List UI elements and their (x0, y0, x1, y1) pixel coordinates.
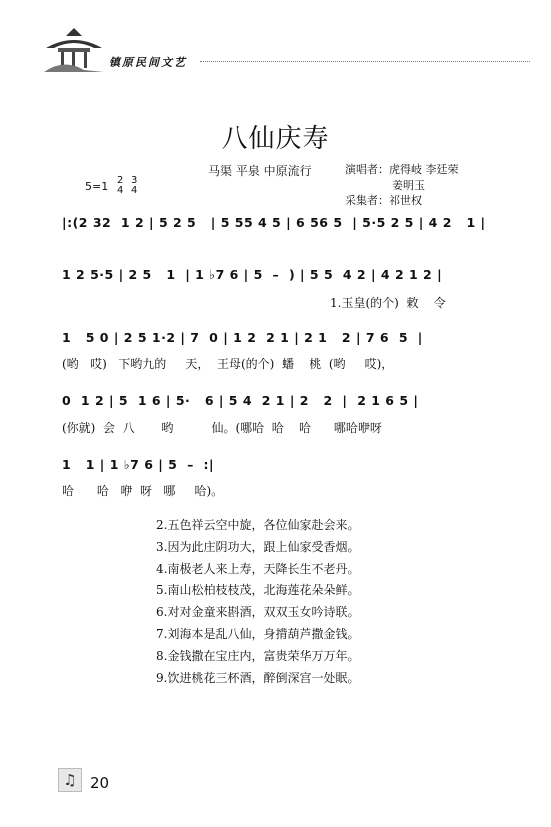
verse-item: 3.因为此庄阴功大，跟上仙家受香烟。 (156, 539, 360, 554)
music-note-icon: ♫ (58, 768, 82, 792)
score-line-5: 1 1 | 1 ♭7 6 | 5 – :| (62, 457, 215, 472)
collector-label: 采集者： (345, 194, 389, 207)
lyric-line-3: (你就) 会 八 哟 仙。(哪哈 哈 哈 哪哈咿呀 (62, 421, 382, 435)
pavilion-icon (44, 28, 104, 74)
score-line-1: |:(2 32 1 2 | 5 2 5 | 5 55 4 5 | 6 56 5 | 5·5 2 5 | 4 2 1 | (62, 215, 486, 230)
verse-item: 6.对对金童来斟酒，双双玉女吟诗联。 (156, 605, 360, 620)
time-signature-1 (117, 176, 123, 196)
verse-item: 7.刘海本是乱八仙，身揹葫芦撒金钱。 (156, 626, 360, 641)
verse-item: 4.南极老人来上寿，天降长生不老丹。 (156, 561, 360, 576)
song-credits (345, 162, 459, 209)
meter-2-bottom: 4 (131, 185, 138, 196)
song-title: 八仙庆寿 (221, 124, 330, 154)
meter-1-bottom: 4 (117, 185, 124, 196)
verse-item: 5.南山松柏枝枝茂，北海莲花朵朵鲜。 (156, 583, 360, 598)
lyric-line-1: 1.玉皇(的个) 敕 令 (330, 296, 446, 310)
verse-item: 2.五色祥云空中旋，各位仙家赴会来。 (156, 518, 360, 532)
header-divider (200, 61, 530, 62)
collector: 祁世权 (389, 194, 422, 207)
score-line-3: 1 5 0 | 2 5 1·2 | 7 0 | 1 2 2 1 | 2 1 2 | 7 6 5 | (62, 330, 423, 345)
meter-2-top: 3 (131, 175, 138, 186)
page-number: 20 (90, 774, 110, 792)
lyric-line-2: (哟 哎) 下哟九的 天， 王母(的个) 蟠 桃 (哟 哎)， (62, 357, 394, 371)
lyric-line-4: 哈 哈 咿 呀 哪 哈)。 (62, 484, 224, 498)
singer-extra: 姜明玉 (392, 178, 425, 192)
verse-list (156, 515, 359, 689)
verse-item: 8.金钱撒在宝庄内，富贵荣华万万年。 (156, 648, 360, 663)
score-line-4: 0 1 2 | 5 1 6 | 5· 6 | 5 4 2 1 | 2 2 | 2 1 6 5 | (62, 393, 419, 408)
header-title: 镇原民间文艺 (109, 56, 187, 69)
singers-label: 演唱者： (345, 163, 389, 176)
page-header (44, 28, 514, 78)
song-origin: 马渠 平泉 中原流行 (208, 164, 312, 178)
score-line-2: 1 2 5·5 | 2 5 1 | 1 ♭7 6 | 5 – ) | 5 5 4 2 | 4 2 1 2 | (62, 267, 443, 282)
singers: 虎得岐 李廷荣 (389, 163, 459, 176)
key-signature: 5=1 (85, 180, 109, 193)
meter-1-top: 2 (117, 175, 124, 186)
time-signature-2 (131, 176, 137, 196)
verse-item: 9.饮进桃花三杯酒，醉倒深宫一处眠。 (156, 670, 360, 685)
